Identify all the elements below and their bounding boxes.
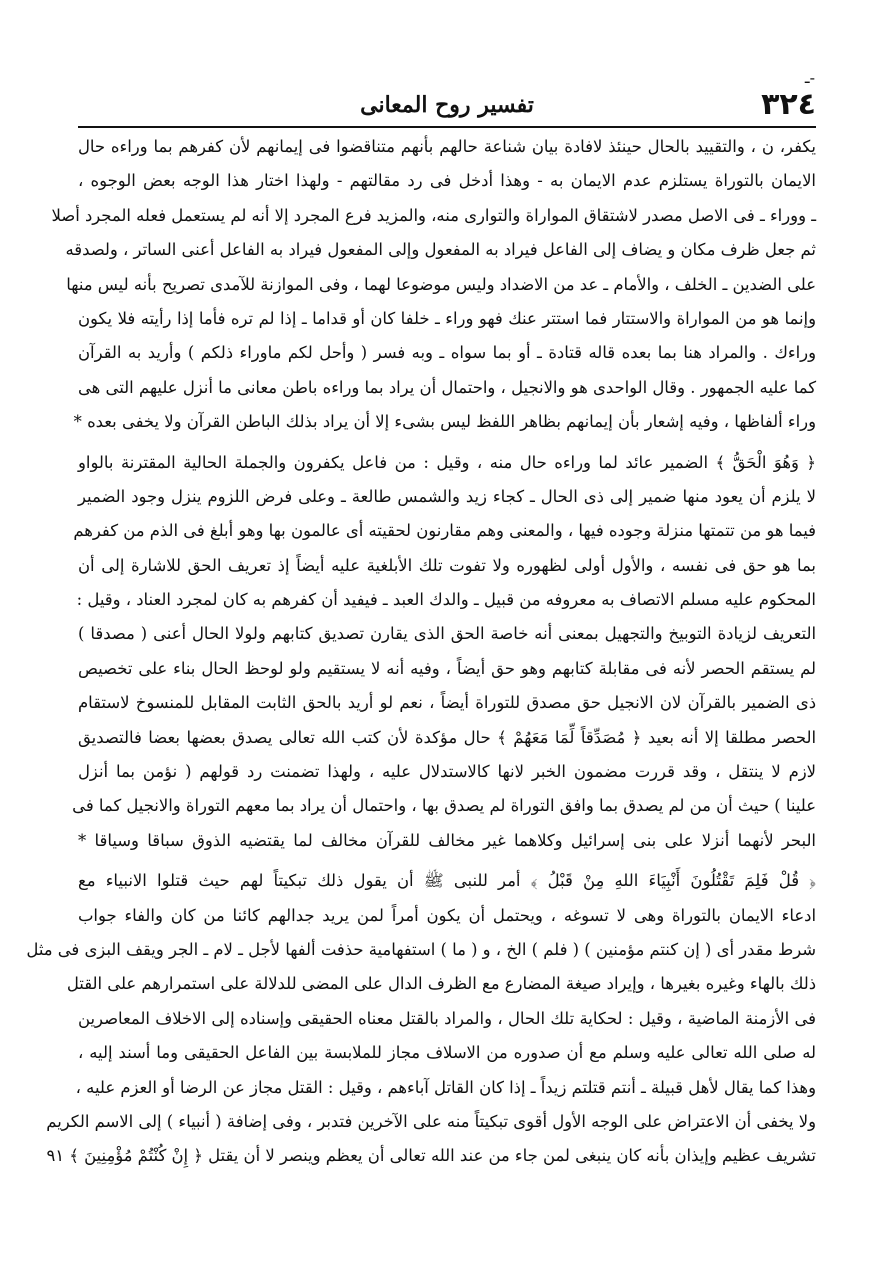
text-line: لازم لا ينتقل ، وقد قررت مضمون الخبر لانها كالاستدلال عليه ، ولهذا تضمنت رد قولهم ( نؤمن بما أنزل — [78, 762, 816, 782]
text-line: الحصر مطلقا إلا أنه بعيد ﴿ مُصَدِّقاً لِّمَا مَعَهُمْ ﴾ حال مؤكدة لأن كتب الله تعالى يصدق بعضها بعضا فالتصديق — [78, 727, 816, 747]
text-line: لا يلزم أن يعود منها ضمير إلى ذى الحال ـ كجاء زيد والشمس طالعة ـ وعلى فرض اللزوم ينزل وجود الضمير — [78, 486, 816, 506]
text-line: يكفر، ن ، والتقييد بالحال حينئذ لافادة بيان شناعة حالهم بأنهم متناقضوا فى إيمانهم لأن كفرهم بما وراءه حال — [78, 137, 816, 156]
text-line: وراء ألفاظها ، وفيه إشعار بأن إيمانهم بظاهر اللفظ ليس بشىء إلا أن يراد بذلك الباطن القرآن ولا يخفى بعده * — [73, 412, 816, 432]
corner-mark: -ـ — [804, 68, 815, 87]
text-line: له صلى الله تعالى عليه وسلم مع أن صدوره من الاسلاف مجاز للملابسة بين الفاعل الحقيقى وما أسند إليه ، — [78, 1043, 816, 1063]
text-line: ثم جعل ظرف مكان و يضاف إلى الفاعل فيراد به المفعول وإلى المفعول فيراد به الفاعل أعنى الساتر ، ولصدقه — [65, 240, 816, 260]
text-line: ـ ووراء ـ فى الاصل مصدر لاشتقاق المواراة والتوارى منه، والمزيد فرع المجرد إلا أنه لم يستعمل فعله المجرد أصلا — [51, 205, 816, 225]
text-line: فى الأزمنة الماضية ، وقيل : لحكاية تلك الحال ، والمراد بالقتل معناه الحقيقى وإسناده إلى الاخلاف المعاصرين — [78, 1008, 816, 1028]
page-body — [26, 130, 816, 1230]
text-line: كما عليه الجمهور . وقال الواحدى هو والانجيل ، واحتمال أن يراد بما وراءه باطن معانى ما أنزل عليهم التى هى — [78, 377, 816, 397]
text-line: على الضدين ـ الخلف ، والأمام ـ عد من الاضداد وليس موضوعا لهما ، وفى الموازنة للآمدى تصريح بأنه ليس منها — [66, 274, 816, 294]
text-line: التعريف لزيادة التوبيخ والتجهيل بمعنى أنه خاصة الحق الذى يقارن تصديق كتابهم ولولا الحال أعنى ( مصدقا ) — [78, 624, 816, 644]
page-number: ٣٢٤ — [761, 87, 816, 122]
text-line: علينا ) حيث أن من لم يصدق بما وافق التوراة لم يصدق بها ، واحتمال أن يراد بما معهم التوراة والانجيل كما فى — [72, 796, 816, 816]
text-line: وإنما هو من المواراة والاستتار فما استتر عنك فهو وراء ـ خلفا كان أو قداما ـ إذا لم تره فأما إذا رأيته فلا يكون — [78, 308, 816, 328]
text-line: وهذا كما يقال لأهل قبيلة ـ أنتم قتلتم زيداً ـ إذا كان القاتل آباءهم ، وقيل : القتل مجاز عن الرضا أو العزم عليه ، — [75, 1077, 816, 1097]
text-line: ذلك بالهاء وغيره بغيرها ، وإيراد صيغة المضارع مع الظرف الدال على المضى للدلالة على استمرارهم على القتل — [66, 974, 816, 994]
header-divider — [78, 126, 816, 128]
text-line: شرط مقدر أى ( إن كنتم مؤمنين ) ( فلم ) الخ ، و ( ما ) استفهامية حذفت ألفها لأجل ـ لام ـ الجر ويقف البزى فى مثل — [26, 939, 816, 959]
text-line: ﴿ وَهُوَ الْحَقُّ ﴾ الضمير عائد لما وراءه حال منه ، وقيل : من فاعل يكفرون والجملة الحالية المقترنة بالواو — [78, 452, 816, 472]
page-header — [78, 86, 816, 126]
text-line: فيما هو من تتمتها منزلة وجوده فيها ، والمعنى وهم مقارنون لحقيته أى عالمون بها وهو أبلغ فى الذم من كفرهم — [73, 521, 816, 541]
text-line: لم يستقم الحصر لأنه فى مقابلة كتابهم وهو حق أيضاً ، وفيه أنه لا يستقيم ولو لوحظ الحال بناء على تخصيص — [78, 658, 816, 678]
text-line: ادعاء الايمان بالتوراة وهى لا تسوغه ، ويحتمل أن يكون أمراً لمن يريد جدالهم كائنا من كان والفاء جواب — [78, 905, 816, 925]
text-line: وراءك . والمراد هنا بما بعده قاله قتادة ـ أو بما سواه ـ وبه فسر ( وأحل لكم ماوراء ذلكم ) وأريد به القرآن — [78, 343, 816, 363]
text-line: بما هو حق فى نفسه ، والأول أولى لظهوره ولا تفوت تلك الأبلغية عليه أيضاً إذ تعريف الحق للاشارة إلى أن — [78, 555, 816, 575]
text-line: الايمان بالتوراة يستلزم عدم الايمان به - وهذا أدخل فى رد مقالتهم - ولهذا اختار هذا الوجه بعض الوجوه ، — [78, 171, 816, 191]
text-line: تشريف عظيم وإيذان بأنه كان ينبغى لمن جاء من عند الله تعالى أن يعظم وينصر لا أن يقتل ﴿ إِنْ كُنْتُمْ مُؤْمِنِينَ ﴾ ٩١ — [46, 1146, 816, 1166]
text-line: ذى الضمير بالقرآن لان الانجيل حق مصدق للتوراة أيضاً ، نعم لو أريد بالحق الثابت المقابل للمنسوخ لاستقام — [78, 693, 816, 713]
text-line: ﴿ قُلْ فَلِمَ تَقْتُلُونَ أَنْبِيَاءَ اللهِ مِنْ قَبْلُ ﴾ أمر للنبى ﷺ أن يقول ذلك تبكيتاً لهم حيث قتلوا الانبياء مع — [78, 871, 816, 891]
text-line: البحر لأنهما أنزلا على بنى إسرائيل وكلاهما غير مخالف للقرآن مخالف لما يقتضيه الذوق سباقا وسياقا * — [78, 830, 816, 850]
text-line: المحكوم عليه مسلم الاتصاف به معروفه من قبيل ـ والدك العبد ـ فيفيد أن كفرهم به كان لمجرد العناد ، وقيل : — [76, 590, 816, 610]
book-title: تفسير روح المعانى — [360, 92, 534, 118]
text-line: ولا يخفى أن الاعتراض على الوجه الأول أقوى تبكيتاً منه على الآخرين فتدبر ، وفى إضافة ( أنبياء ) إلى الاسم الكريم — [46, 1111, 816, 1131]
